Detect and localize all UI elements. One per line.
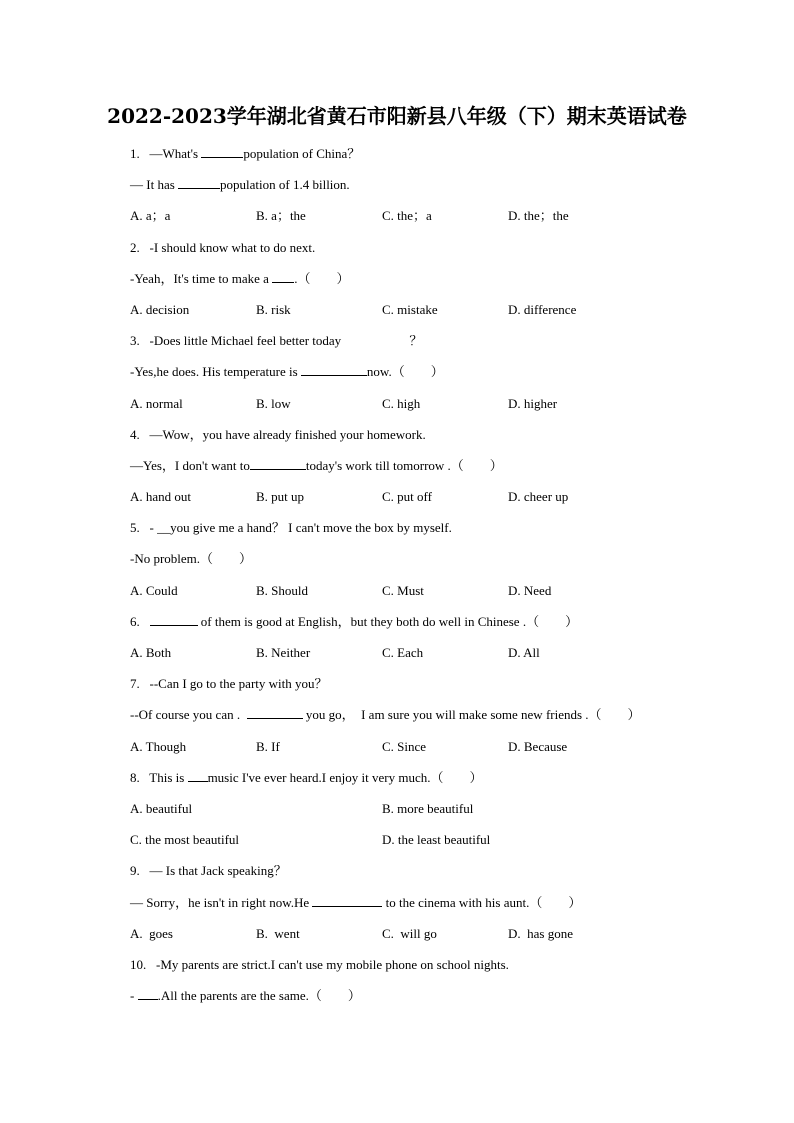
question-stem: 1. —What's population of China？ [130, 143, 750, 174]
answer-option[interactable]: C. high [382, 395, 421, 411]
answer-option[interactable]: B. low [256, 395, 291, 411]
answer-option[interactable]: C. Must [382, 582, 424, 598]
question-stem: 7. --Can I go to the party with you？ [130, 676, 328, 692]
option-row [130, 299, 750, 330]
option-row [130, 829, 750, 860]
answer-option[interactable]: D. cheer up [508, 489, 569, 505]
option-row [130, 736, 750, 767]
option-row [130, 642, 750, 673]
question-reply: — It has population of 1.4 billion. [130, 174, 750, 205]
answer-blank [188, 767, 208, 782]
option-row [130, 798, 750, 829]
answer-option[interactable]: D. Need [508, 582, 552, 598]
answer-blank [312, 892, 382, 907]
question-6 [130, 611, 750, 673]
question-8 [130, 767, 750, 861]
answer-option[interactable]: C. the most beautiful [130, 832, 240, 848]
answer-blank [272, 268, 294, 283]
answer-option[interactable]: A. goes [130, 925, 173, 941]
question-stem: 3. -Does little Michael feel better today ？ [130, 333, 423, 349]
question-2 [130, 237, 750, 331]
answer-option[interactable]: B. If [256, 738, 280, 754]
answer-blank [201, 143, 243, 158]
answer-blank [250, 455, 306, 470]
answer-option[interactable]: C. Each [382, 645, 424, 660]
answer-blank [138, 985, 158, 1000]
answer-option[interactable]: B. Neither [256, 645, 311, 660]
question-reply: —Yes，I don't want to today's work till tomorrow .（ ） [130, 455, 750, 486]
option-row [130, 923, 750, 954]
answer-option[interactable]: A. a；a [130, 208, 171, 224]
answer-option[interactable]: B. risk [256, 301, 291, 317]
question-4 [130, 424, 750, 518]
question-stem: 9. — Is that Jack speaking？ [130, 863, 287, 879]
question-reply: -Yes,he does. His temperature is now.（ ） [130, 361, 750, 392]
question-3 [130, 330, 750, 424]
question-reply: -No problem.（ ） [130, 551, 253, 567]
answer-option[interactable]: B. went [256, 925, 300, 941]
page-title: 2022-2023学年湖北省黄石市阳新县八年级（下）期末英语试卷 [107, 104, 687, 128]
question-9 [130, 860, 750, 954]
answer-option[interactable]: A. Could [130, 582, 178, 598]
answer-option[interactable]: D. difference [508, 301, 577, 317]
answer-option[interactable]: C. the；a [382, 208, 432, 224]
answer-option[interactable]: A. decision [130, 301, 190, 317]
answer-option[interactable]: D. the least beautiful [382, 832, 491, 848]
question-5 [130, 517, 750, 611]
answer-option[interactable]: C. put off [382, 489, 432, 505]
question-stem: 8. This is music I've ever heard.I enjoy it very much.（ ） [130, 767, 750, 798]
question-reply: -Yeah，It's time to make a .（ ） [130, 268, 750, 299]
option-row [130, 205, 750, 236]
question-1 [130, 143, 750, 237]
question-reply: - .All the parents are the same.（ ） [130, 985, 750, 1016]
answer-option[interactable]: B. Should [256, 582, 309, 598]
answer-option[interactable]: C. mistake [382, 301, 438, 317]
question-stem: 2. -I should know what to do next. [130, 239, 316, 255]
answer-option[interactable]: C. will go [382, 925, 437, 941]
answer-option[interactable]: A. normal [130, 395, 183, 411]
answer-option[interactable]: B. put up [256, 489, 305, 505]
option-row [130, 580, 750, 611]
question-7 [130, 673, 750, 767]
answer-option[interactable]: A. Both [130, 645, 172, 660]
question-10 [130, 954, 750, 1016]
answer-option[interactable]: B. more beautiful [382, 800, 474, 816]
answer-blank [301, 361, 367, 376]
answer-option[interactable]: A. hand out [130, 489, 192, 505]
question-reply: — Sorry，he isn't in right now.He to the cinema with his aunt.（ ） [130, 892, 750, 923]
answer-option[interactable]: A. Though [130, 738, 187, 754]
answer-option[interactable]: D. higher [508, 395, 558, 411]
answer-option[interactable]: D. has gone [508, 925, 573, 941]
answer-option[interactable]: D. All [508, 645, 540, 660]
answer-option[interactable]: B. a；the [256, 208, 306, 224]
answer-option[interactable]: D. the；the [508, 208, 569, 224]
option-row [130, 393, 750, 424]
question-list [130, 143, 750, 1016]
option-row [130, 486, 750, 517]
answer-blank [178, 174, 220, 189]
question-stem: 10. -My parents are strict.I can't use my mobile phone on school nights. [130, 956, 509, 972]
answer-blank [247, 704, 303, 719]
question-stem: 5. - __you give me a hand？ I can't move the box by myself. [130, 520, 452, 536]
question-stem: 4. —Wow，you have already finished your homework. [130, 426, 426, 442]
answer-option[interactable]: A. beautiful [130, 800, 193, 816]
answer-option[interactable]: C. Since [382, 738, 427, 754]
question-stem: 6. of them is good at English，but they both do well in Chinese .（ ） [130, 611, 750, 642]
question-reply: --Of course you can . you go， I am sure you will make some new friends .（ ） [130, 704, 750, 735]
answer-option[interactable]: D. Because [508, 738, 568, 754]
answer-blank [150, 611, 198, 626]
